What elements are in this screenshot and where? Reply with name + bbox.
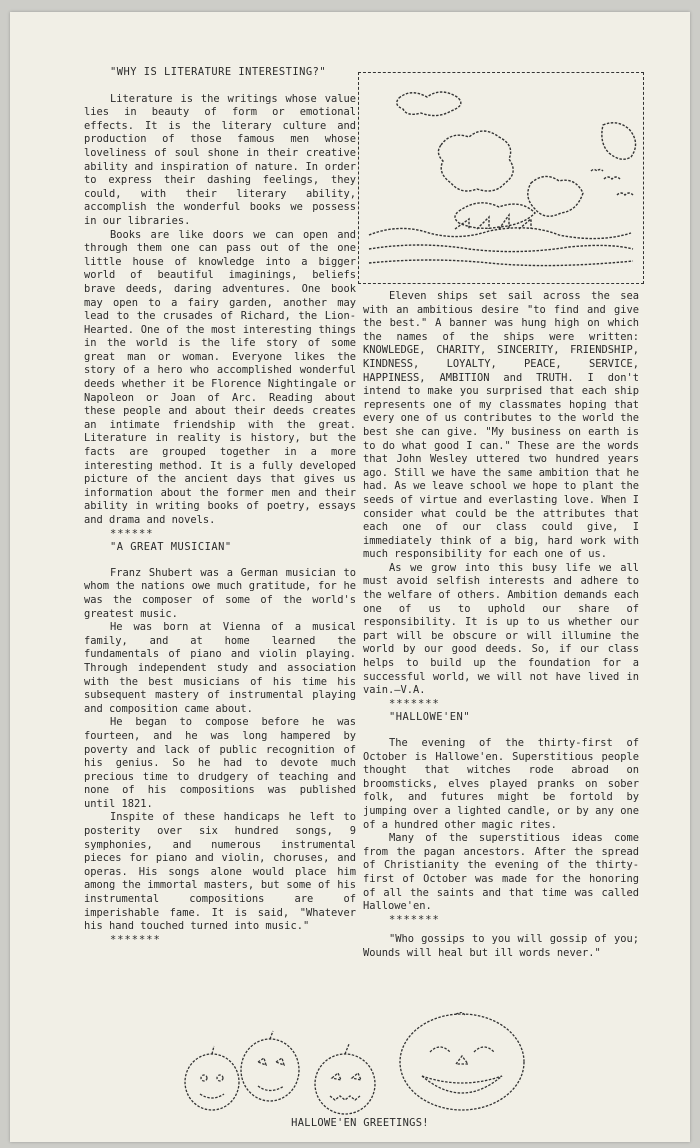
newsletter-page [10,12,690,1142]
cloud-shape [528,176,583,216]
musician-paragraph: Inspite of these handicaps he left to posterity over six hundred songs, 9 symphonies, and numerous instrumental pieces for piano and violin, choruses, and operas. His songs alone would place him among the immortal masters, but some of his instrumental compositions are of imperishable fame. It is said, "Whatever his hand touched turned into music." [84,811,356,933]
halloween-title: "HALLOWE'EN" [389,711,471,724]
musician-paragraph: He was born at Vienna of a musical family, and at home learned the fundamentals of piano and violin playing. Through independent study and association with the best musicians of his time his subsequent mastery of instrumental playing and composition came about. [84,621,356,715]
pumpkins-drawing [180,1012,650,1122]
bird-shape [617,193,633,195]
pumpkin-small-2 [241,1031,299,1101]
musician-title: "A GREAT MUSICIAN" [110,541,232,554]
left-column [84,66,356,947]
sea-scene-drawing [359,73,643,283]
section-separator: ******* [389,913,440,926]
musician-paragraph: Franz Shubert was a German musician to whom the nations owe much gratitude, for he was the composer of some of the world's greatest music. [84,566,356,620]
halloween-paragraph: The evening of the thirty-first of October is Hallowe'en. Superstitious people thought that witches rode abroad on broomsticks, elves played pranks on sober folk, and futures might be fortold by jumping over a lighted candle, or by any one of a hundred other magic rites. [363,737,639,831]
pumpkin-small-1 [185,1046,239,1110]
ships-paragraph: As we grow into this busy life we all must avoid selfish interests and adhere to the welfare of others. Ambition demands each one of us to uphold our share of responsibility. It is up to us whether our part will be obscure or will illumine the world by our good deeds. So, if our class helps to build up the foundation for a successful world, we will not have lived in vain.—V.A. [363,561,639,697]
halloween-paragraph: Many of the superstitious ideas come from the pagan ancestors. After the spread of Christianity the evening of the thirty-first of October was made for the honoring of all the saints and that time was called Hallowe'en. [363,832,639,913]
pumpkin-large [400,1012,524,1110]
right-column [363,290,639,961]
cloud-shape [602,123,636,160]
bird-shape [604,177,620,179]
sea-waves [369,260,633,266]
literature-paragraph: Books are like doors we can open and through them one can pass out of the one little house of knowledge into a bigger world of beautiful imaginings, beliefs brave deeds, daring adventures. One book may open to a fairy garden, another may lead to the crusades of Richard, the Lion-Hearted. One of the most interesting things in the world is the life story of some great man or woman. Everyone likes the story of a hero who accomplished wonderful deeds whether it be Florence Nightingale or Napoleon or Joan of Arc. Reading about these people and about their deeds creates an intimate friendship with the great. Literature in reality is history, but the facts are grouped together in a more interesting method. It is a fully developed picture of the ancient days that gives us information about the former men and their ability in writing books of poetry, essays and drama and novels. [84,228,356,526]
bird-shape [591,170,603,172]
cloud-shape [455,203,535,229]
ship-shape [455,215,531,229]
literature-paragraph: Literature is the writings whose value lies in beauty of form or emotional effects. It is the literary culture and production of those famous men whose loveliness of soul shone in their creative ability and inspiration of nature. In order to express their dashing feelings, they could, with their literary ability, accomplish the wonderful books we possess in our libraries. [84,92,356,227]
literature-title: "WHY IS LITERATURE INTERESTING?" [110,66,327,78]
section-separator: ******* [389,697,440,710]
gossip-quote: "Who gossips to you will gossip of you; Wounds will heal but ill words never." [363,933,639,959]
section-separator: ****** [110,527,154,540]
pumpkin-small-3 [315,1044,375,1114]
halloween-greeting: HALLOWE'EN GREETINGS! [291,1117,429,1129]
sea-waves [369,228,631,239]
sea-waves [369,245,633,252]
section-separator: ******* [110,933,161,946]
musician-paragraph: He began to compose before he was fourteen, and he was long hampered by poverty and lack of public recognition of his genius. So he had to devote much precious time to drudgery of teaching and none of his compositions was published until 1821. [84,716,356,810]
ships-paragraph: Eleven ships set sail across the sea with an ambitious desire "to find and give the best." A banner was hung high on which the names of the ships were written: KNOWLEDGE, CHARITY, SINCERITY, FRIENDSHIP, KINDNESS, LOYALTY, PEACE, SERVICE, HAPPINESS, AMBITION and TRUTH. I don't intend to make you surprised that each ship represents one of my classmates hoping that every one of us contributes to the world the best she can give. "My business on earth is to do what good I can." These are the words that John Wesley uttered two hundred years ago. Still we have the same ambition that he had. As we leave school we hope to plant the seeds of virtue and everlasting love. When I consider what could be the attributes that each one of our class could give, I immediately think of a big, hard work with much responsibility for each one of us. [363,290,639,561]
ships-illustration [358,72,644,284]
cloud-shape [397,92,461,116]
cloud-shape [438,131,513,191]
